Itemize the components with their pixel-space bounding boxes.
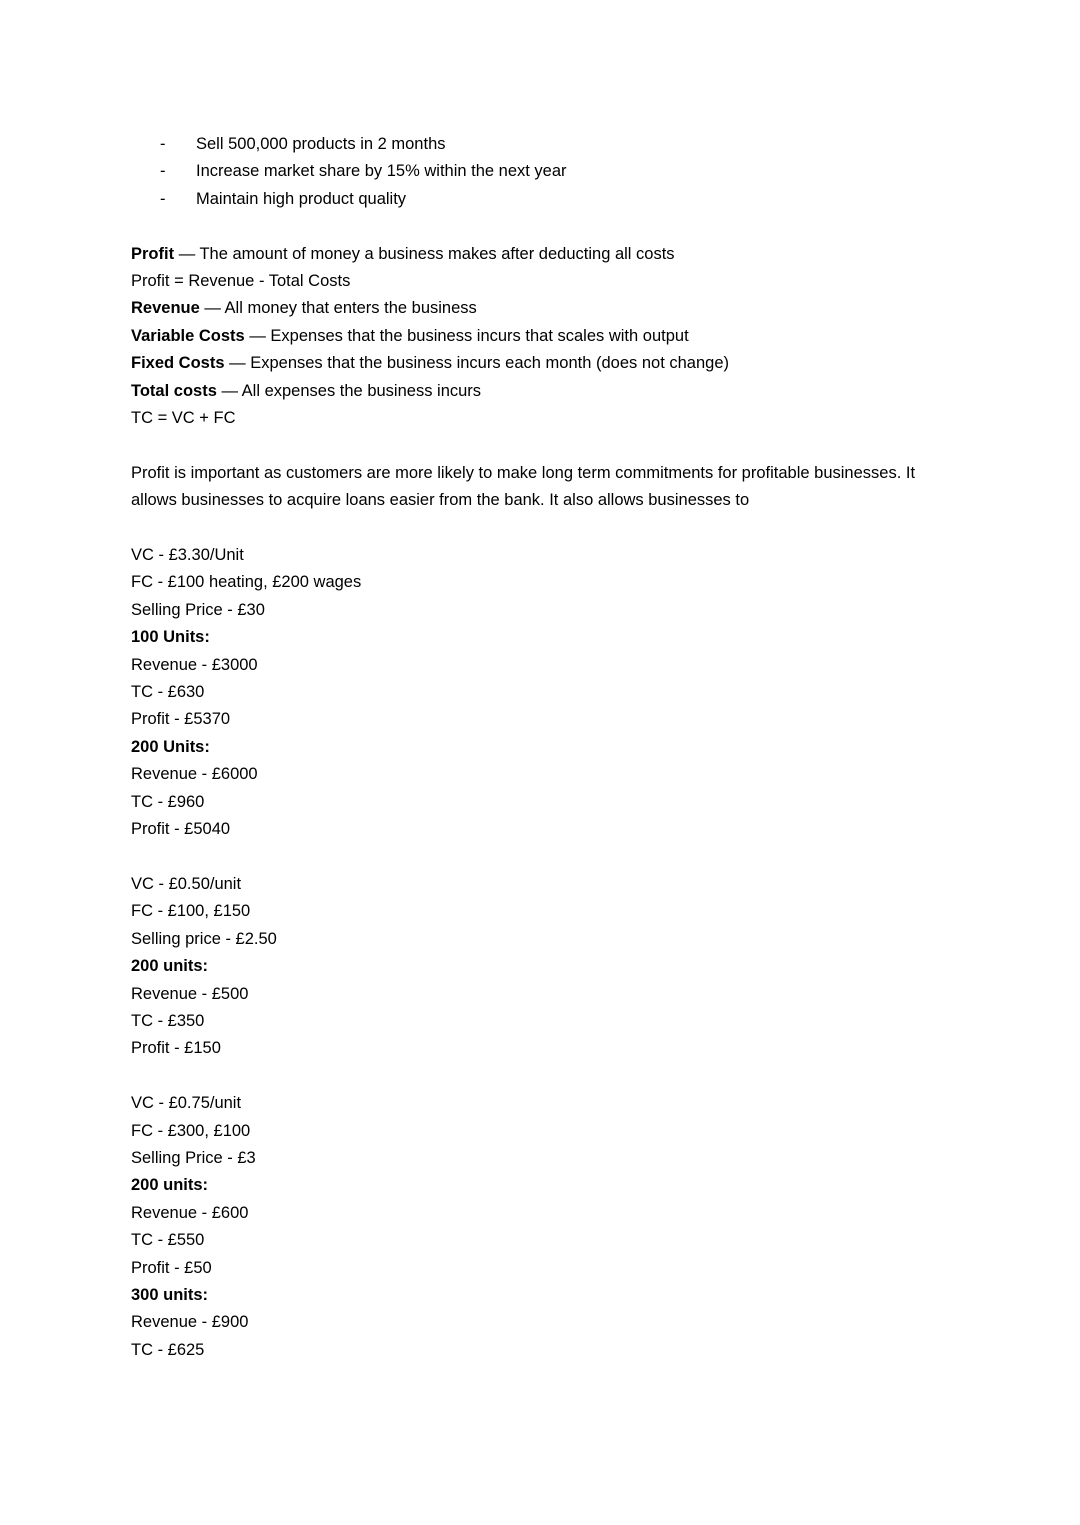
example1-revenue-200: Revenue - £6000 xyxy=(131,765,258,784)
example3-tc-300: TC - £625 xyxy=(131,1340,205,1359)
example1-vc: VC - £3.30/Unit xyxy=(131,546,244,565)
example1-profit-200: Profit - £5040 xyxy=(131,820,231,839)
bullet-dash: - xyxy=(160,162,166,181)
definition-revenue-text: — All money that enters the business xyxy=(204,299,477,318)
profit-importance-paragraph: Profit is important as customers are more likely to make long term commitments for profitable businesses. It allows businesses to acquire loans easier from the bank. It also allows businesses to xyxy=(131,463,916,510)
example3-revenue-200: Revenue - £600 xyxy=(131,1203,249,1222)
term-total-costs: Total costs xyxy=(131,381,217,400)
example3-selling-price: Selling Price - £3 xyxy=(131,1148,256,1167)
goal-item-1 xyxy=(131,131,920,158)
bullet-dash: - xyxy=(160,135,166,153)
example2-vc: VC - £0.50/unit xyxy=(131,874,242,893)
term-variable-costs: Variable Costs xyxy=(131,326,245,345)
term-revenue: Revenue xyxy=(131,299,200,318)
example-3-block xyxy=(131,1090,920,1364)
example-2-block xyxy=(131,871,920,1063)
goal-item-2 xyxy=(131,158,920,185)
example1-heading-200-units: 200 Units: xyxy=(131,737,210,756)
example2-tc-200: TC - £350 xyxy=(131,1011,205,1030)
definitions-block xyxy=(131,241,920,433)
goal-item-3 xyxy=(131,186,920,213)
definition-revenue xyxy=(131,295,920,322)
example2-revenue-200: Revenue - £500 xyxy=(131,984,249,1003)
example1-revenue-100: Revenue - £3000 xyxy=(131,655,258,674)
example2-heading-200-units: 200 units: xyxy=(131,957,209,976)
definition-total-costs-text: — All expenses the business incurs xyxy=(221,381,482,400)
example3-heading-200-units: 200 units: xyxy=(131,1176,209,1195)
example1-heading-100-units: 100 Units: xyxy=(131,628,210,647)
example1-profit-100: Profit - £5370 xyxy=(131,710,231,729)
definition-total-costs xyxy=(131,378,920,405)
example3-fc: FC - £300, £100 xyxy=(131,1121,251,1140)
example2-fc: FC - £100, £150 xyxy=(131,902,251,921)
goal-text-2: Increase market share by 15% within the next year xyxy=(196,162,567,181)
example-1-block xyxy=(131,542,920,843)
example1-selling-price: Selling Price - £30 xyxy=(131,600,265,619)
bullet-dash: - xyxy=(160,189,166,208)
definition-fixed-costs xyxy=(131,350,920,377)
definition-fixed-costs-text: — Expenses that the business incurs each month (does not change) xyxy=(229,354,729,373)
example3-heading-300-units: 300 units: xyxy=(131,1285,209,1304)
example2-selling-price: Selling price - £2.50 xyxy=(131,929,277,948)
definition-variable-costs xyxy=(131,323,920,350)
term-profit: Profit xyxy=(131,244,175,263)
definition-profit xyxy=(131,241,920,268)
term-fixed-costs: Fixed Costs xyxy=(131,354,225,373)
example3-revenue-300: Revenue - £900 xyxy=(131,1313,249,1332)
example3-tc-200: TC - £550 xyxy=(131,1231,205,1250)
example1-tc-200: TC - £960 xyxy=(131,792,205,811)
example1-fc: FC - £100 heating, £200 wages xyxy=(131,573,362,592)
profit-formula: Profit = Revenue - Total Costs xyxy=(131,272,351,291)
example3-vc: VC - £0.75/unit xyxy=(131,1094,242,1113)
example1-tc-100: TC - £630 xyxy=(131,683,205,702)
example2-profit-200: Profit - £150 xyxy=(131,1039,221,1058)
definition-profit-text: — The amount of money a business makes after deducting all costs xyxy=(178,244,675,263)
goals-list xyxy=(131,131,920,213)
tc-formula: TC = VC + FC xyxy=(131,409,236,428)
definition-variable-costs-text: — Expenses that the business incurs that scales with output xyxy=(249,326,689,345)
goal-text-1: Sell 500,000 products in 2 months xyxy=(196,135,446,153)
goal-text-3: Maintain high product quality xyxy=(196,189,407,208)
example3-profit-200: Profit - £50 xyxy=(131,1258,212,1277)
